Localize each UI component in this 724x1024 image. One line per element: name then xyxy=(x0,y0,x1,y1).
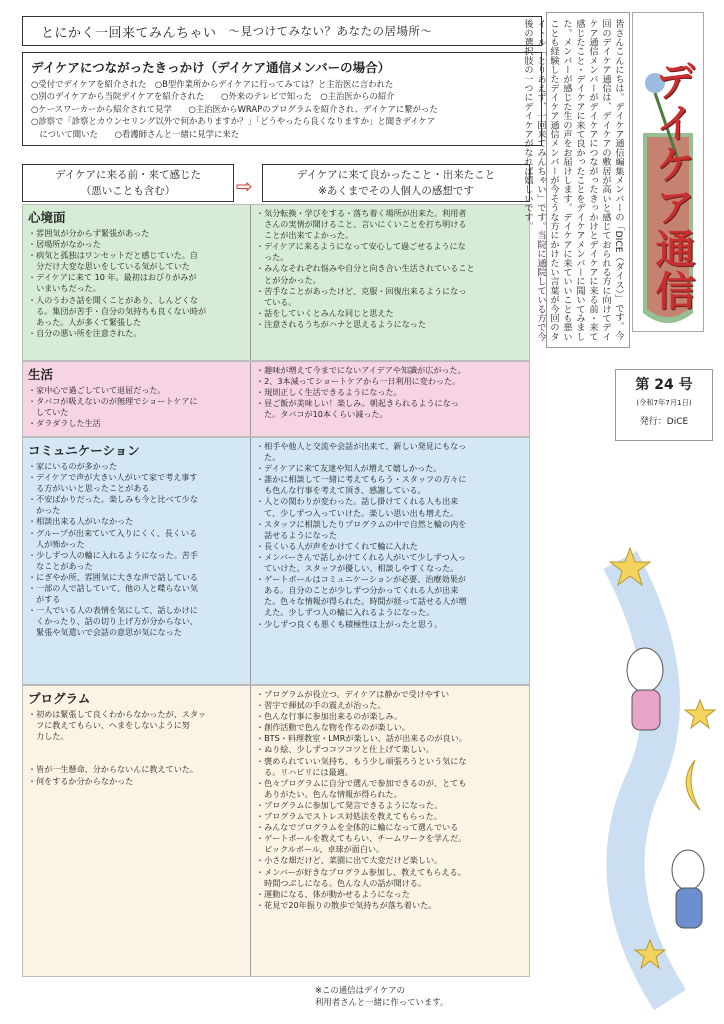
list-item: る。リハビリには最適。 xyxy=(256,766,353,777)
list-item: 緊張や気遣いで会話の意思が気になった xyxy=(28,627,182,638)
section-after xyxy=(251,205,529,360)
moon-icon xyxy=(686,760,700,810)
section-title: プログラム xyxy=(28,691,91,706)
list-item: ・プログラムでストレス対処法を教えてもらった。 xyxy=(256,811,442,822)
list-item: していた xyxy=(28,407,69,418)
list-item: がする xyxy=(28,594,61,605)
list-item: ・花見で20年振りの散歩で気持ちが落ち着いた。 xyxy=(256,899,437,910)
list-item: ・ぬり絵、少しずつコツコツと仕上げて楽しい。 xyxy=(256,744,434,755)
list-item: ・ダラダラした生活 xyxy=(28,418,101,429)
list-item: 力した。 xyxy=(28,731,69,742)
tanabata-illustration xyxy=(600,540,720,1010)
list-item: ・色んな行事に参加出来るのが楽しみ。 xyxy=(256,711,403,722)
list-item: ・注意されるうちがハナと思えるようになった xyxy=(256,318,426,329)
list-item: あった。人が多くて緊張した xyxy=(28,316,142,327)
list-item: ・何をするか分からなかった xyxy=(28,775,134,786)
list-item: ことが出来てよかった。 xyxy=(256,230,354,241)
list-item: 時間つぶしになる。色んな人の話が聞ける。 xyxy=(256,877,426,888)
list-item: えた。少しずつ人の輪に入れるようになった。 xyxy=(256,607,435,618)
list-item: 分だけ大変な思いをしている気がしていた xyxy=(28,261,190,272)
list-item: フに教えてもらい、へまをしないように努 xyxy=(28,720,190,731)
list-item: た。タバコが10本くらい減った。 xyxy=(256,409,388,420)
before-list xyxy=(28,461,245,639)
list-item: いまいちだった。 xyxy=(28,283,101,294)
list-item: ・相談出来る人がいなかった xyxy=(28,516,134,527)
section-after xyxy=(251,362,529,436)
trigger-line: ○受付でデイケアを紹介された ○B型作業所からデイケアに行ってみては？と主治医に言われた xyxy=(31,79,394,89)
list-item: ・習字で揮拭の手の震えが治った。 xyxy=(256,700,386,711)
list-item: ・病気と孤独はワンセットだと感じていた。自 xyxy=(28,250,198,261)
before-list xyxy=(28,228,245,339)
triggers-list xyxy=(31,78,533,140)
after-list xyxy=(256,689,524,911)
footer-note-line: ※この通信はデイケアの xyxy=(315,985,406,995)
list-item: 話せるようになった xyxy=(256,529,337,540)
issue-date: (令和7年7月1日) xyxy=(636,398,692,407)
trigger-line: について聞いた ○看護師さんと一緒に見学に来た xyxy=(31,128,240,139)
column-header-before-line: （悪いことも含む） xyxy=(80,185,176,197)
logo-title: デイケア通信 xyxy=(649,60,695,312)
section-life xyxy=(22,361,530,437)
issue-publisher: 発行：DiCE xyxy=(639,417,689,427)
list-item: ・誰かに相談して一緒に考えてもらう・スタッフの方々に xyxy=(256,474,467,485)
triggers-title: デイケアにつながったきっかけ（デイケア通信メンバーの場合） xyxy=(31,60,391,75)
list-item: さんの実情が聞けること、言いにくいことを打ち明ける xyxy=(256,219,467,230)
list-item: も色んな行事を考えて頂き、感謝している。 xyxy=(256,485,426,496)
list-item: ・スタッフに相談したりプログラムの中で自然と輪の内を xyxy=(256,518,467,529)
rabbit-icon xyxy=(672,850,704,890)
section-communication xyxy=(22,437,530,685)
list-item: ・家にいるのが多かった xyxy=(28,461,118,471)
list-item: かった xyxy=(28,505,61,516)
list-item: ・メンバーさんで話しかけてくれる人がいて少しずつ入っ xyxy=(256,551,466,562)
list-item: ・長くいる人が声をかけてくれて輪に入れた xyxy=(256,540,418,551)
list-item: ・気分転換・学びをする・落ち着く場所が出来た。利用者 xyxy=(256,208,467,218)
list-item: ・皆が一生懸命、分からないんに教えていた。 xyxy=(28,764,198,775)
list-item: ・相手や他人と交流や会話が出来て、新しい発見にもなっ xyxy=(256,441,467,451)
list-item: ・小さな畑だけど、菜園に出て大変だけど楽しい。 xyxy=(256,855,443,866)
section-mind xyxy=(22,204,530,361)
column-header-before-line: デイケアに来る前・来て感じた xyxy=(54,169,202,181)
list-item: ・ゲートボールを教えてもらい、チームワークを学んだ。 xyxy=(256,833,467,844)
list-item: ・創作活動で色んな物を作るのが楽しい。 xyxy=(256,722,410,733)
rabbit-icon xyxy=(627,648,663,692)
column-header-after xyxy=(262,164,530,202)
section-after xyxy=(251,438,529,684)
list-item: ・メンバーが好きなプログラム参加し、教えてもらえる。 xyxy=(256,866,466,877)
column-header-after-line: ※あくまでその人個人の感想です xyxy=(318,185,474,197)
section-before xyxy=(23,362,251,436)
list-item: ピックルボール、卓球が面白い。 xyxy=(256,844,385,855)
list-item: 人が怖かった xyxy=(28,538,85,549)
list-item: ・自分の悪い所を注意された。 xyxy=(28,327,142,338)
trigger-line: ○診察で「診察とカウンセリング以外で何かありますか？」「どうやったら良くなりますか」と聞きデイケア xyxy=(31,116,436,127)
list-item: ・家中心で過ごしていて退屈だった。 xyxy=(28,385,166,395)
list-item: ていけた。スタッフが優しい、相談しやすくなった。 xyxy=(256,563,459,574)
list-item: ・一部の人で話していて、他の人と喋らない気 xyxy=(28,583,198,594)
list-item: ・デイケアに来て 10 年。最初はおびりがみが xyxy=(28,272,197,283)
after-list xyxy=(256,441,524,630)
list-item: ・趣味が増えて今までにないアイデアや知識が広がった。 xyxy=(256,365,466,375)
section-before xyxy=(23,205,251,360)
section-program xyxy=(22,685,530,977)
section-title: 心境面 xyxy=(28,210,66,225)
trigger-line: ○別のデイケアから当院デイケアを紹介された ○外来のテレビで知った ○主治医からの紹介 xyxy=(31,91,395,102)
list-item: ・褒められていい気持ち、もう少し頑張ろうという気にな xyxy=(256,755,467,766)
list-item: ・少しずつ人の輪に入れるようになった。苦手 xyxy=(28,549,198,560)
list-item: ・にぎやか所、雰囲気に大きな声で話している xyxy=(28,571,198,582)
issue-info xyxy=(615,369,713,441)
list-item: なことがあった xyxy=(28,560,93,571)
section-title: コミュニケーション xyxy=(28,443,140,458)
list-item: ・運動になる、体が動かせるようになった xyxy=(256,888,410,899)
list-item xyxy=(28,742,245,753)
list-item: て、少しずつ入っていけた。楽しい思い出も増えた。 xyxy=(256,507,459,518)
list-item: ・一人でいる人の表情を気にして、話しかけに xyxy=(28,605,198,616)
after-list xyxy=(256,208,524,330)
list-item: る。集団が苦手・自分の気持ちも良くない時が xyxy=(28,305,207,316)
list-item: た。色々な情報が得られた。時間が経って話せる人が増 xyxy=(256,596,467,607)
trigger-line: ○ケースワーカーから紹介されて見学 ○主治医からWRAPのプログラムを紹介され、デイケアに繋がった xyxy=(31,103,438,114)
before-list xyxy=(28,385,245,429)
list-item: ・規則正しく生活できるようになった。 xyxy=(256,387,402,398)
list-item: ・人のうわさ話を聞くことがあり、しんどくな xyxy=(28,294,198,305)
list-item: った。 xyxy=(256,252,289,263)
list-item: ・居場所がなかった xyxy=(28,239,101,250)
list-item: ・色々プログラムに自分で選んで参加できるのが、とても xyxy=(256,777,467,788)
list-item: ・デイケアに来るようになって安心して過ごせるようにな xyxy=(256,241,466,252)
section-before xyxy=(23,686,251,976)
list-item: た。 xyxy=(256,452,281,463)
title-main: とにかく一回来てみんちゃい xyxy=(41,25,217,41)
star-icon xyxy=(685,700,715,728)
list-item: ・グループが出来ていて入りにくく、長くいる xyxy=(28,527,198,538)
section-before xyxy=(23,438,251,684)
list-item: ・タバコが吸えないのが無理でショートケアに xyxy=(28,396,198,407)
title-sub: 〜見つけてみない？あなたの居場所〜 xyxy=(228,24,433,38)
list-item xyxy=(28,753,245,764)
before-list xyxy=(28,709,245,787)
list-item: ・少しずつ良くも悪くも積極性は上がったと思う。 xyxy=(256,618,443,629)
list-item: ・デイケアで声が大きい人がいて家で考え事す xyxy=(28,472,198,483)
newsletter-title xyxy=(22,16,542,46)
list-item: ・2、3本減ってショートケアから一日利用に変わった。 xyxy=(256,376,461,387)
list-item: ある。自分のことが少しずつ分かってくれる人が出来 xyxy=(256,585,459,596)
list-item: ・苦手なことがあったけど、克服・回復出来るようになっ xyxy=(256,285,467,296)
list-item: ・初めは緊張して良くわからなかったが、スタッ xyxy=(28,709,207,719)
list-item: ・プログラムが役立つ。デイケアは静かで受けやすい xyxy=(256,689,450,699)
column-header-after-line: デイケアに来て良かったこと・出来たこと xyxy=(296,169,496,181)
list-item: ・BTS・料理教室・LMRが楽しい、話が出来るのが良い。 xyxy=(256,733,467,744)
section-after xyxy=(251,686,529,976)
list-item: ている。 xyxy=(256,296,297,307)
list-item: ・話をしていくとみんな同じと思えた xyxy=(256,307,394,318)
intro-text: 皆さんこんにちは。デイケア通信編集メンバーの「DICE（ダイス）」です。今回のデイケア通信は、デイケアの敷居が高いと感じておられる方に向けてデイケア通信メンバーがデイケアにつながったきっかけとデイケアに来る前・来て感じたこと・デイケアに来て良かったことをデイケアメンバーに聞いてみました。メンバーが感じた生の声をお届けします。デイケアに来ていいことも悪いことも経験したデイケア通信メンバーが今そうな方にかけたい言葉が今回のタイトル「とりあえず、一回来てみんちゃい」です。当院に通院している方で今後の選択肢の一つにデイケアがなれば嬉しいです。 xyxy=(546,12,630,348)
list-item: ・不安ばかりだった。楽しみも今と比べて少な xyxy=(28,494,198,505)
section-title: 生活 xyxy=(28,367,54,382)
footer-note-line: 利用者さんと一緒に作っています。 xyxy=(315,997,449,1007)
list-item: ・昼ご飯が美味しい！楽しみ。朝起きられるようになっ xyxy=(256,398,459,409)
list-item: ありがたい。色んな情報が得られた。 xyxy=(256,788,402,799)
right-arrow-icon: ⇨ xyxy=(236,174,253,198)
column-header-before xyxy=(22,164,234,202)
list-item: とが分かった。 xyxy=(256,274,321,285)
triggers-box xyxy=(22,52,542,146)
issue-number: 第 24 号 xyxy=(635,377,693,393)
list-item: ・デイケアに来て友達や知人が増えて嬉しかった。 xyxy=(256,463,442,474)
after-list xyxy=(256,365,524,420)
footer-note xyxy=(315,984,448,1008)
list-item: ・雰囲気が分からず緊張があった xyxy=(28,228,150,238)
list-item: ・みんなでプログラムを全体的に輪になって選んでいる xyxy=(256,822,459,833)
list-item: ・プログラムに参加して発言できるようになった。 xyxy=(256,799,443,810)
list-item: る方がいいと思ったことがある xyxy=(28,483,150,494)
list-item: ・みんなそれぞれ悩みや自分と向き合い生活されていること xyxy=(256,263,475,274)
list-item: くかったり、話の切り上げ方が分からない、 xyxy=(28,616,198,627)
list-item: ・人との関わりが変わった。話し掛けてくれる人も出来 xyxy=(256,496,459,507)
list-item: ・ゲートボールはコミュニケーションが必要、治療効果が xyxy=(256,574,466,585)
